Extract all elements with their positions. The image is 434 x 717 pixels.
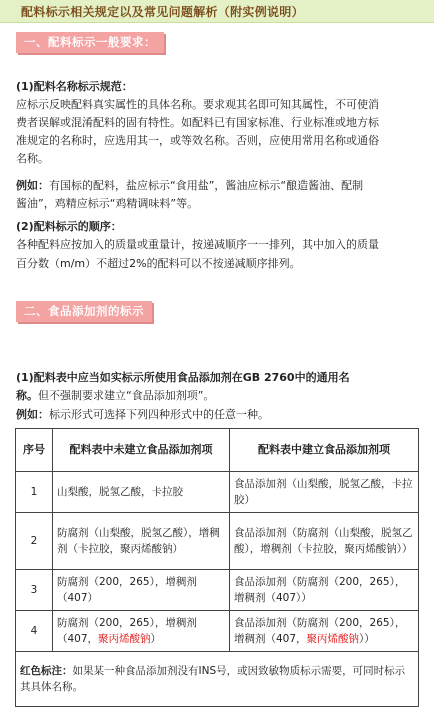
- example-line: [16, 177, 420, 194]
- article-title: 配料标示相关规定以及常见问题解析（附实例说明）: [21, 5, 304, 19]
- example-label: 例如：: [16, 179, 49, 192]
- text-line: 百分数（m/m）不超过2%的配料可以不按递减顺序排列。: [16, 257, 301, 270]
- additive-format-table: [15, 428, 419, 707]
- text-line: 酱油”，鸡精应标示“鸡精调味料”等。: [16, 197, 199, 210]
- text-line: 名称。: [16, 152, 49, 165]
- note-label: 红色标注：: [20, 665, 73, 677]
- table-row: 4 防腐剂（200，265），增稠剂（407，聚丙烯酸钠） 食品添加剂（防腐剂（200，265），增稠剂（407，聚丙烯酸钠））: [16, 611, 419, 652]
- example-line: 例如：标示形式可选择下列四种形式中的任意一种。: [16, 408, 269, 421]
- header-without-item: 配料表中未建立食品添加剂项: [53, 429, 230, 472]
- text-line: 准规定的名称时，应选用其一，或等效名称。否则，应使用常用名称或通俗: [16, 134, 379, 147]
- example-label: 例如：: [16, 408, 49, 421]
- table-row: 1 山梨酸，脱氢乙酸，卡拉胶 食品添加剂（山梨酸，脱氢乙酸，卡拉胶）: [16, 472, 419, 513]
- article-title-bar: [0, 0, 434, 23]
- text-line: 费者误解或混淆配料的固有特性。如配料已有国家标准、行业标准或地方标: [16, 116, 379, 129]
- table-row: 2 防腐剂（山梨酸，脱氢乙酸），增稠剂（卡拉胶，聚丙烯酸钠） 食品添加剂（防腐剂（山梨酸，脱氢乙酸），增稠剂（卡拉胶，聚丙烯酸钠））: [16, 513, 419, 570]
- table-note-row: [16, 652, 419, 707]
- section-heading-general: 一、配料标示一般要求：: [16, 32, 164, 53]
- example-text: 有国标的配料，盐应标示“食用盐”，酱油应标示“酿造酱油、配制: [49, 179, 364, 192]
- header-with-item: 配料表中建立食品添加剂项: [230, 429, 419, 472]
- table-header-row: [16, 429, 419, 472]
- note-text: 如果某一种食品添加剂没有INS号，或因致敏物质标示需要，可同时标示其具体名称。: [20, 665, 406, 693]
- additive-rule-line: (1)配料表中应当如实标示所使用食品添加剂在GB 2760中的通用名: [16, 371, 350, 384]
- text-line: 各种配料应按加入的质量或重量计，按递减顺序一一排列，其中加入的质量: [16, 238, 379, 251]
- subheading-order: (2)配料标示的顺序：: [16, 220, 122, 233]
- highlighted-additive: 聚丙烯酸钠: [98, 633, 151, 645]
- subheading-naming: (1)配料名称标示规范：: [16, 80, 133, 93]
- additive-rule-line2: 称。但不强制要求建立“食品添加剂项”。: [16, 389, 215, 402]
- highlighted-additive: 聚丙烯酸钠: [306, 633, 360, 645]
- text-line: 应标示反映配料真实属性的具体名称。要求观其名即可知其属性，不可使消: [16, 98, 379, 111]
- header-index: 序号: [16, 429, 53, 472]
- table-row: 3 防腐剂（200，265），增稠剂（407） 食品添加剂（防腐剂（200，265），增稠剂（407））: [16, 570, 419, 611]
- section-heading-additives: 二、食品添加剂的标示: [16, 301, 152, 322]
